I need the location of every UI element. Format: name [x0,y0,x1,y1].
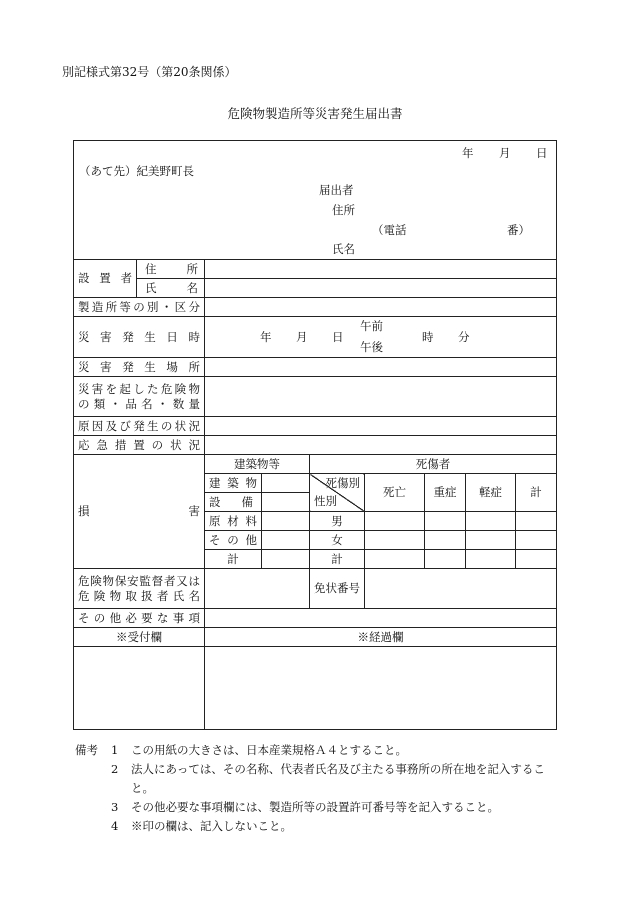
supervisor-label-line2: 危険物取扱者氏名 [78,588,200,603]
hazmat-label-line2: の類・品名・数量 [78,396,200,411]
note-text: この用紙の大きさは、日本産業規格Ａ４とすること。 [131,743,407,757]
hazmat-label [74,377,205,417]
raw-materials-field[interactable] [262,512,310,531]
applicant-phone-open: （電話 [372,223,407,237]
hazmat-label-line1: 災害を起した危険物 [78,381,200,396]
license-number-field[interactable] [365,569,557,609]
total-minor-field[interactable] [466,550,516,569]
reception-header: ※受付欄 [74,628,205,647]
note-number: 3 [111,800,119,814]
total-serious-field[interactable] [425,550,466,569]
occurrence-place-field[interactable] [205,358,557,377]
installer-name-field[interactable] [205,279,557,298]
building-field[interactable] [262,474,310,493]
buildings-total-label: 計 [205,550,262,569]
supervisor-name-field[interactable] [205,569,310,609]
male-sum-field[interactable] [516,512,557,531]
female-minor-field[interactable] [466,531,516,550]
note-text: その他必要な事項欄には、製造所等の設置許可番号等を記入すること。 [131,800,499,814]
total-sum-field[interactable] [516,550,557,569]
other-matters-field[interactable] [205,609,557,628]
raw-materials-label: 原材料 [205,512,262,531]
installer-address-label: 住所 [137,260,205,279]
facility-type-field[interactable] [205,298,557,317]
female-sum-field[interactable] [516,531,557,550]
cause-field[interactable] [205,417,557,436]
note-item [75,798,565,817]
note-number: 1 [111,743,119,757]
dt-minute: 分 [458,330,470,344]
others-label: その他 [205,531,262,550]
license-number-label: 免状番号 [310,569,365,609]
applicant-name-label: 氏名 [332,242,355,256]
note-item [75,741,565,760]
applicant-phone-close: 番） [507,223,530,237]
installer-name-label: 氏名 [137,279,205,298]
note-text: 法人にあっては、その名称、代表者氏名及び主たる事務所の所在地を記入すること。 [131,762,545,795]
note-text: ※印の欄は、記入しないこと。 [131,819,292,833]
reception-area [74,647,205,730]
minor-header: 軽症 [466,474,516,512]
male-minor-field[interactable] [466,512,516,531]
note-item [75,760,565,798]
death-header: 死亡 [365,474,425,512]
dt-pm: 午後 [360,340,383,354]
equipment-field[interactable] [262,493,310,512]
header-block [74,141,557,260]
equipment-label: 設備 [205,493,262,512]
dt-am: 午前 [360,319,383,333]
dt-hour: 時 [422,330,434,344]
occurrence-place-label: 災害発生場所 [74,358,205,377]
building-label: 建築物 [205,474,262,493]
dt-day: 日 [332,330,344,344]
male-label: 男 [310,512,365,531]
progress-header: ※経過欄 [205,628,557,647]
casualties-total-label: 計 [310,550,365,569]
note-number: 2 [111,762,119,776]
date-month: 月 [499,146,511,160]
dt-month: 月 [296,330,308,344]
date-day: 日 [536,146,548,160]
progress-area [205,647,557,730]
female-serious-field[interactable] [425,531,466,550]
notes-label: 備考 [75,743,98,757]
applicant-label: 届出者 [319,183,354,197]
installer-label: 設置者 [74,260,137,298]
notes-section [75,741,565,836]
hazmat-field[interactable] [205,377,557,417]
female-label: 女 [310,531,365,550]
document-title: 危険物製造所等災害発生届出書 [227,106,403,121]
installer-address-field[interactable] [205,260,557,279]
occurrence-datetime-label: 災害発生日時 [74,317,205,358]
diag-casualty-type: 死傷別 [325,476,360,490]
supervisor-label-line1: 危険物保安監督者又は [78,573,200,588]
report-form-table [73,140,557,730]
sum-header: 計 [516,474,557,512]
applicant-address-label: 住所 [332,203,355,217]
date-year: 年 [462,146,474,160]
note-item [75,817,565,836]
damage-label: 損害 [74,455,205,569]
emergency-label: 応急措置の状況 [74,436,205,455]
emergency-field[interactable] [205,436,557,455]
supervisor-label [74,569,205,609]
casualties-header: 死傷者 [310,455,557,474]
serious-header: 重症 [425,474,466,512]
cause-label: 原因及び発生の状況 [74,417,205,436]
female-death-field[interactable] [365,531,425,550]
dt-year: 年 [260,330,272,344]
male-death-field[interactable] [365,512,425,531]
addressee: （あて先）紀美野町長 [79,164,194,178]
others-field[interactable] [262,531,310,550]
diag-gender: 性別 [314,494,337,509]
other-matters-label: その他必要な事項 [74,609,205,628]
occurrence-datetime-field[interactable] [205,317,557,358]
male-serious-field[interactable] [425,512,466,531]
facility-type-label: 製造所等の別・区分 [74,298,205,317]
buildings-header: 建築物等 [205,455,310,474]
note-number: 4 [111,819,119,833]
diagonal-header [310,474,365,512]
total-death-field[interactable] [365,550,425,569]
buildings-total-field[interactable] [262,550,310,569]
form-number-label: 別記様式第32号（第20条関係） [62,65,237,79]
